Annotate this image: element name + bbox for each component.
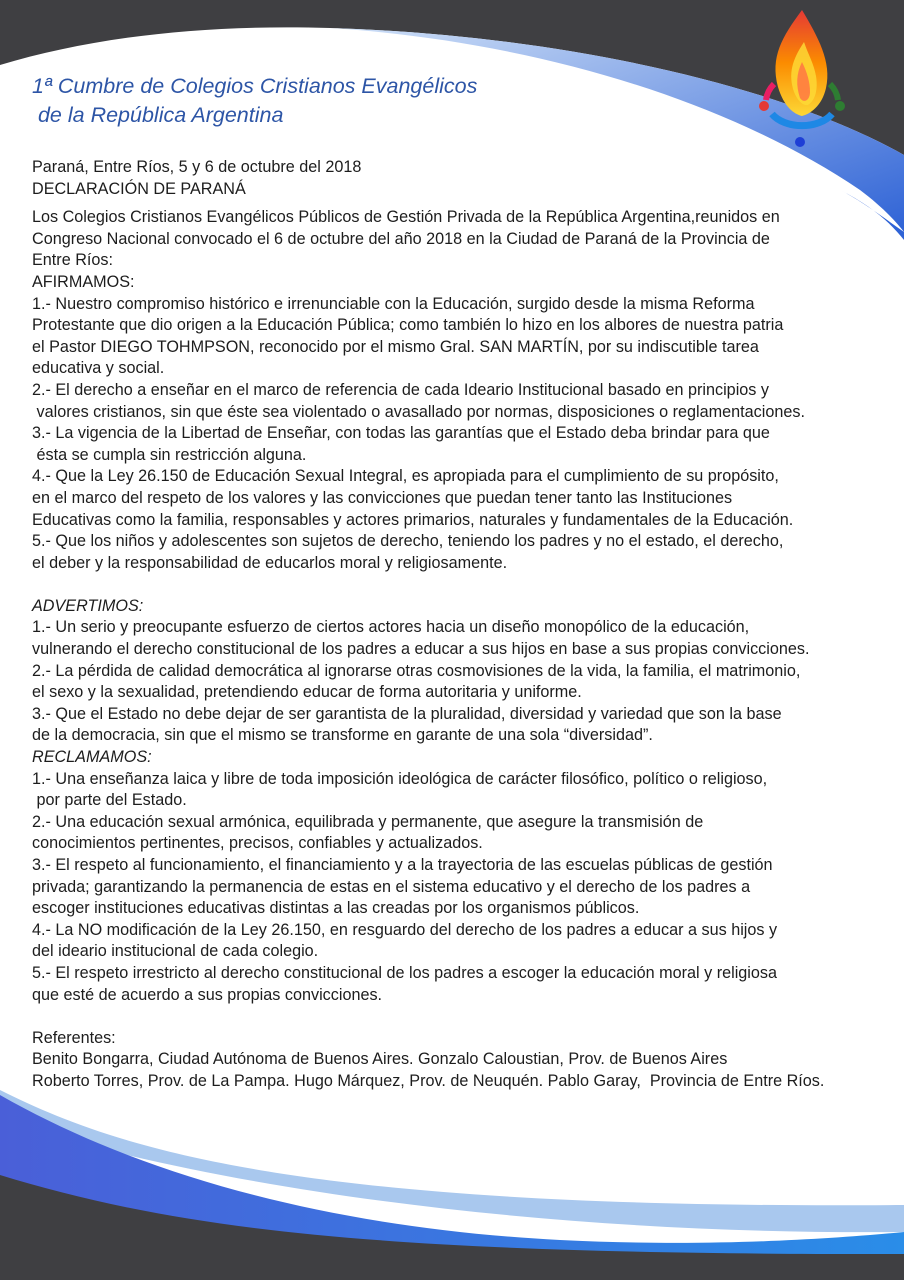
afirmamos-line: el deber y la responsabilidad de educarlos moral y religiosamente.: [32, 553, 508, 572]
afirmamos-line: valores cristianos, sin que éste sea violentado o avasallado por normas, disposiciones o reglamentaciones.: [32, 402, 805, 421]
afirmamos-line: educativa y social.: [32, 359, 165, 378]
afirmamos-line: Protestante que dio origen a la Educación Pública; como también lo hizo en los albores de nuestra patria: [32, 316, 784, 335]
referentes-heading: Referentes:: [32, 1028, 116, 1047]
afirmamos-line: 3.- La vigencia de la Libertad de Enseñar, con todas las garantías que el Estado deba brindar para que: [32, 424, 770, 443]
advertimos-heading: ADVERTIMOS:: [32, 596, 144, 615]
place-date: Paraná, Entre Ríos, 5 y 6 de octubre del 2018: [32, 158, 362, 176]
reclamamos-line: privada; garantizando la permanencia de estas en el sistema educativo y el derecho de los padres a: [32, 877, 751, 896]
reclamamos-line: del ideario institucional de cada colegio.: [32, 942, 319, 961]
afirmamos-line: 2.- El derecho a enseñar en el marco de referencia de cada Ideario Institucional basado en principios y: [32, 380, 769, 399]
afirmamos-line: 5.- Que los niños y adolescentes son sujetos de derecho, teniendo los padres y no el estado, el derecho,: [32, 532, 784, 551]
reclamamos-line: que esté de acuerdo a sus propias convicciones.: [32, 985, 383, 1004]
reclamamos-line: por parte del Estado.: [32, 791, 187, 810]
preamble-line: Los Colegios Cristianos Evangélicos Públicos de Gestión Privada de la República Argentina,reunidos en: [32, 208, 780, 227]
advertimos-line: de la democracia, sin que el mismo se transforme en garante de una sola “diversidad”.: [32, 726, 653, 745]
document-title: [32, 72, 477, 130]
advertimos-line: el sexo y la sexualidad, pretendiendo educar de forma autoritaria y uniforme.: [32, 683, 582, 702]
afirmamos-line: Educativas como la familia, responsables y actores primarios, naturales y fundamentales de la Educación.: [32, 510, 794, 529]
reclamamos-line: 3.- El respeto al funcionamiento, el financiamiento y a la trayectoria de las escuelas públicas de gestión: [32, 856, 773, 874]
afirmamos-line: 4.- Que la Ley 26.150 de Educación Sexual Integral, es apropiada para el cumplimiento de su propósito,: [32, 467, 779, 486]
preamble-line: Congreso Nacional convocado el 6 de octubre del año 2018 en la Ciudad de Paraná de la Provincia de: [32, 229, 770, 248]
reclamamos-heading: RECLAMAMOS:: [32, 748, 152, 767]
afirmamos-heading: AFIRMAMOS:: [32, 272, 135, 291]
advertimos-line: 2.- La pérdida de calidad democrática al ignorarse otras cosmovisiones de la vida, la familia, el matrimonio,: [32, 661, 801, 680]
flame-circle-logo-icon: [752, 2, 852, 152]
advertimos-line: vulnerando el derecho constitucional de los padres a educar a sus hijos en base a sus propias convicciones.: [32, 640, 810, 659]
referentes-line: Benito Bongarra, Ciudad Autónoma de Buenos Aires. Gonzalo Caloustian, Prov. de Buenos Aires: [32, 1050, 728, 1069]
afirmamos-line: ésta se cumpla sin restricción alguna.: [32, 445, 307, 464]
title-line-2: de la República Argentina: [32, 103, 284, 127]
afirmamos-line: en el marco del respeto de los valores y las convicciones que puedan tener tanto las Instituciones: [32, 488, 733, 507]
reclamamos-line: 4.- La NO modificación de la Ley 26.150, en resguardo del derecho de los padres a educar a sus hijos y: [32, 920, 778, 939]
reclamamos-line: 5.- El respeto irrestricto al derecho constitucional de los padres a escoger la educación moral y religiosa: [32, 963, 778, 982]
title-line-1: 1ª Cumbre de Colegios Cristianos Evangélicos: [32, 74, 478, 98]
afirmamos-line: el Pastor DIEGO TOHMPSON, reconocido por el mismo Gral. SAN MARTÍN, por su indiscutible tarea: [32, 337, 759, 356]
reclamamos-line: escoger instituciones educativas distintas a las creadas por los organismos públicos.: [32, 899, 640, 918]
reclamamos-line: 2.- Una educación sexual armónica, equilibrada y permanente, que asegure la transmisión de: [32, 812, 704, 831]
reclamamos-line: 1.- Una enseñanza laica y libre de toda imposición ideológica de carácter filosófico, político o religioso,: [32, 769, 768, 788]
advertimos-line: 1.- Un serio y preocupante esfuerzo de ciertos actores hacia un diseño monopólico de la educación,: [32, 618, 750, 637]
afirmamos-line: 1.- Nuestro compromiso histórico e irrenunciable con la Educación, surgido desde la misma Reforma: [32, 294, 755, 313]
advertimos-line: 3.- Que el Estado no debe dejar de ser garantista de la pluralidad, diversidad y variedad que son la base: [32, 704, 782, 723]
preamble-line: Entre Ríos:: [32, 251, 113, 270]
declaration-body: [32, 157, 894, 1093]
referentes-line: Roberto Torres, Prov. de La Pampa. Hugo Márquez, Prov. de Neuquén. Pablo Garay, Provincia de Entre Ríos.: [32, 1071, 825, 1090]
declaration-heading: DECLARACIÓN DE PARANÁ: [32, 179, 246, 198]
reclamamos-line: conocimientos pertinentes, precisos, confiables y actualizados.: [32, 834, 483, 853]
